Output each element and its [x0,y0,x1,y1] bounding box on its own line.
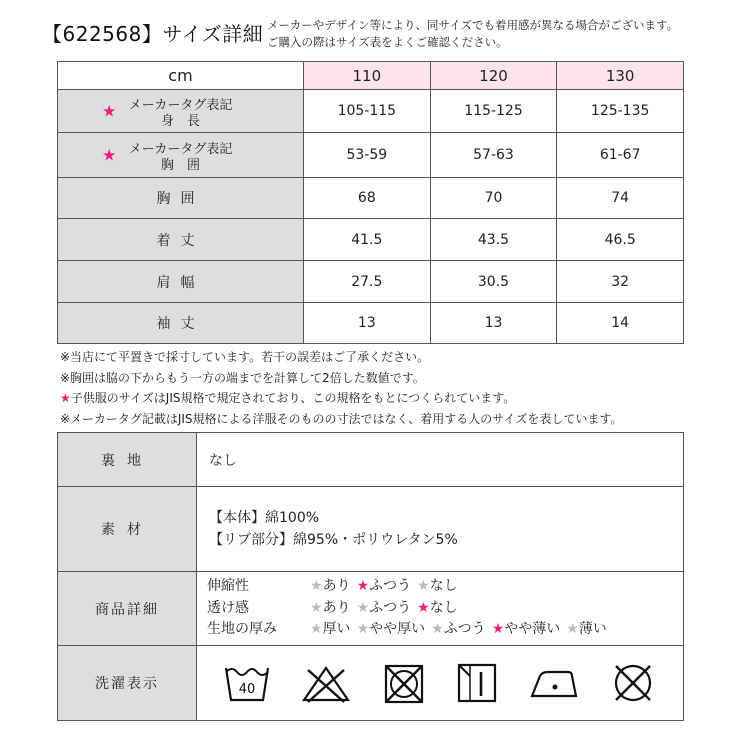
no-dry-clean-icon [610,662,656,704]
size-header-120: 120 [430,62,557,90]
care-label: 洗濯表示 [58,646,197,721]
option: ★ふつう [356,599,412,616]
table-cell: 46.5 [557,219,684,261]
table-row [58,90,684,133]
table-cell: 105-115 [304,90,431,133]
table-cell: 30.5 [430,261,557,303]
size-header-110: 110 [304,62,431,90]
table-row [58,219,684,261]
row-label-tag-chest [58,133,304,178]
table-cell: 13 [304,303,431,344]
note-line: ※当店にて平置きで採寸しています。若干の誤差はご了承ください。 [60,350,430,364]
material-row [58,487,684,572]
table-cell: 68 [304,178,431,219]
lining-row [58,433,684,487]
table-row [58,178,684,219]
star-icon: ★ [310,599,323,616]
tag-label: メーカータグ表記 [128,97,233,113]
detail-label: 商品詳細 [58,572,197,646]
detail-line-stretch [207,576,683,598]
star-icon: ★ [417,599,430,616]
wash-40-icon [224,662,270,704]
table-cell: 74 [557,178,684,219]
detail-line-sheer [207,598,683,620]
top-note-line: メーカーやデザイン等により、同サイズでも着用感が異なる場合がございます。 [267,18,679,32]
tag-label-measure: 胸 囲 [160,157,200,173]
detail-name: 生地の厚み [207,621,277,638]
option: ★ふつう [431,621,486,638]
star-icon: ★ [356,621,370,638]
material-line: 【リブ部分】綿95%・ポリウレタン5% [209,532,458,548]
line-dry-shade-icon [456,662,498,704]
star-icon: ★ [417,578,430,595]
material-label: 素材 [58,487,197,572]
note-line: ※胸囲は脇の下からもう一方の端までを計算して2倍した数値です。 [60,370,425,385]
option: ★あり [310,578,351,595]
row-label-sleeve: 袖丈 [58,303,304,344]
top-note [267,17,678,51]
lining-value: なし [197,433,684,487]
table-cell: 115-125 [430,90,557,133]
iron-low-icon [528,662,580,704]
star-icon: ★ [102,101,117,121]
star-icon: ★ [431,621,444,638]
size-notes [60,347,622,429]
table-cell: 57-63 [430,133,557,178]
star-icon: ★ [60,391,71,405]
table-cell: 27.5 [304,261,431,303]
care-row [58,646,684,721]
table-cell: 43.5 [430,219,557,261]
option: ★厚い [310,621,351,638]
option: ★やや厚い [356,621,426,638]
material-value [197,487,684,572]
option: ★ふつう [356,578,412,595]
tag-label-measure: 身 長 [160,113,200,129]
star-icon: ★ [356,599,370,616]
star-icon: ★ [310,621,323,638]
star-icon: ★ [102,145,117,165]
top-note-line: ご購入の際はサイズ表をよくご確認ください。 [267,35,508,49]
detail-value [197,572,684,646]
table-cell: 14 [557,303,684,344]
info-table [57,432,684,721]
star-icon: ★ [356,578,370,595]
table-row [58,133,684,178]
note-line [60,388,622,409]
star-icon: ★ [491,621,505,638]
option: ★薄い [566,621,607,638]
wash-temp-label: 40 [238,682,256,697]
table-cell: 13 [430,303,557,344]
table-cell: 125-135 [557,90,684,133]
option: ★なし [417,599,458,616]
page-title: 【622568】サイズ詳細 [42,22,264,46]
table-cell: 70 [430,178,557,219]
size-header-row [58,62,684,90]
table-cell: 41.5 [304,219,431,261]
detail-row [58,572,684,646]
lining-label: 裏地 [58,433,197,487]
option: ★やや薄い [491,621,561,638]
table-row [58,303,684,344]
table-row [58,261,684,303]
care-icons [197,662,683,704]
detail-name: 伸縮性 [207,578,249,595]
note-text: 子供服のサイズはJIS規格で規定されており、この規格をもとにつくられています。 [70,391,516,405]
material-line: 【本体】綿100% [209,510,320,526]
unit-cell: cm [58,62,304,90]
no-tumble-dry-icon [382,662,426,704]
no-bleach-icon [300,662,352,704]
tag-label: メーカータグ表記 [128,141,233,157]
table-cell: 53-59 [304,133,431,178]
care-icons-cell [197,646,684,721]
note-line: ※メーカータグ記載はJIS規格による洋服そのものの寸法ではなく、着用する人のサイズを表しています。 [60,411,623,426]
detail-name: 透け感 [207,599,249,616]
star-icon: ★ [566,621,579,638]
row-label-shoulder: 肩幅 [58,261,304,303]
row-label-chest: 胸囲 [58,178,304,219]
star-icon: ★ [310,578,323,595]
table-cell: 32 [557,261,684,303]
row-label-length: 着丈 [58,219,304,261]
size-header-130: 130 [557,62,684,90]
option: ★なし [417,578,458,595]
table-cell: 61-67 [557,133,684,178]
detail-line-thickness [207,619,683,641]
size-table [57,61,684,344]
row-label-tag-height [58,90,304,133]
option: ★あり [310,599,351,616]
